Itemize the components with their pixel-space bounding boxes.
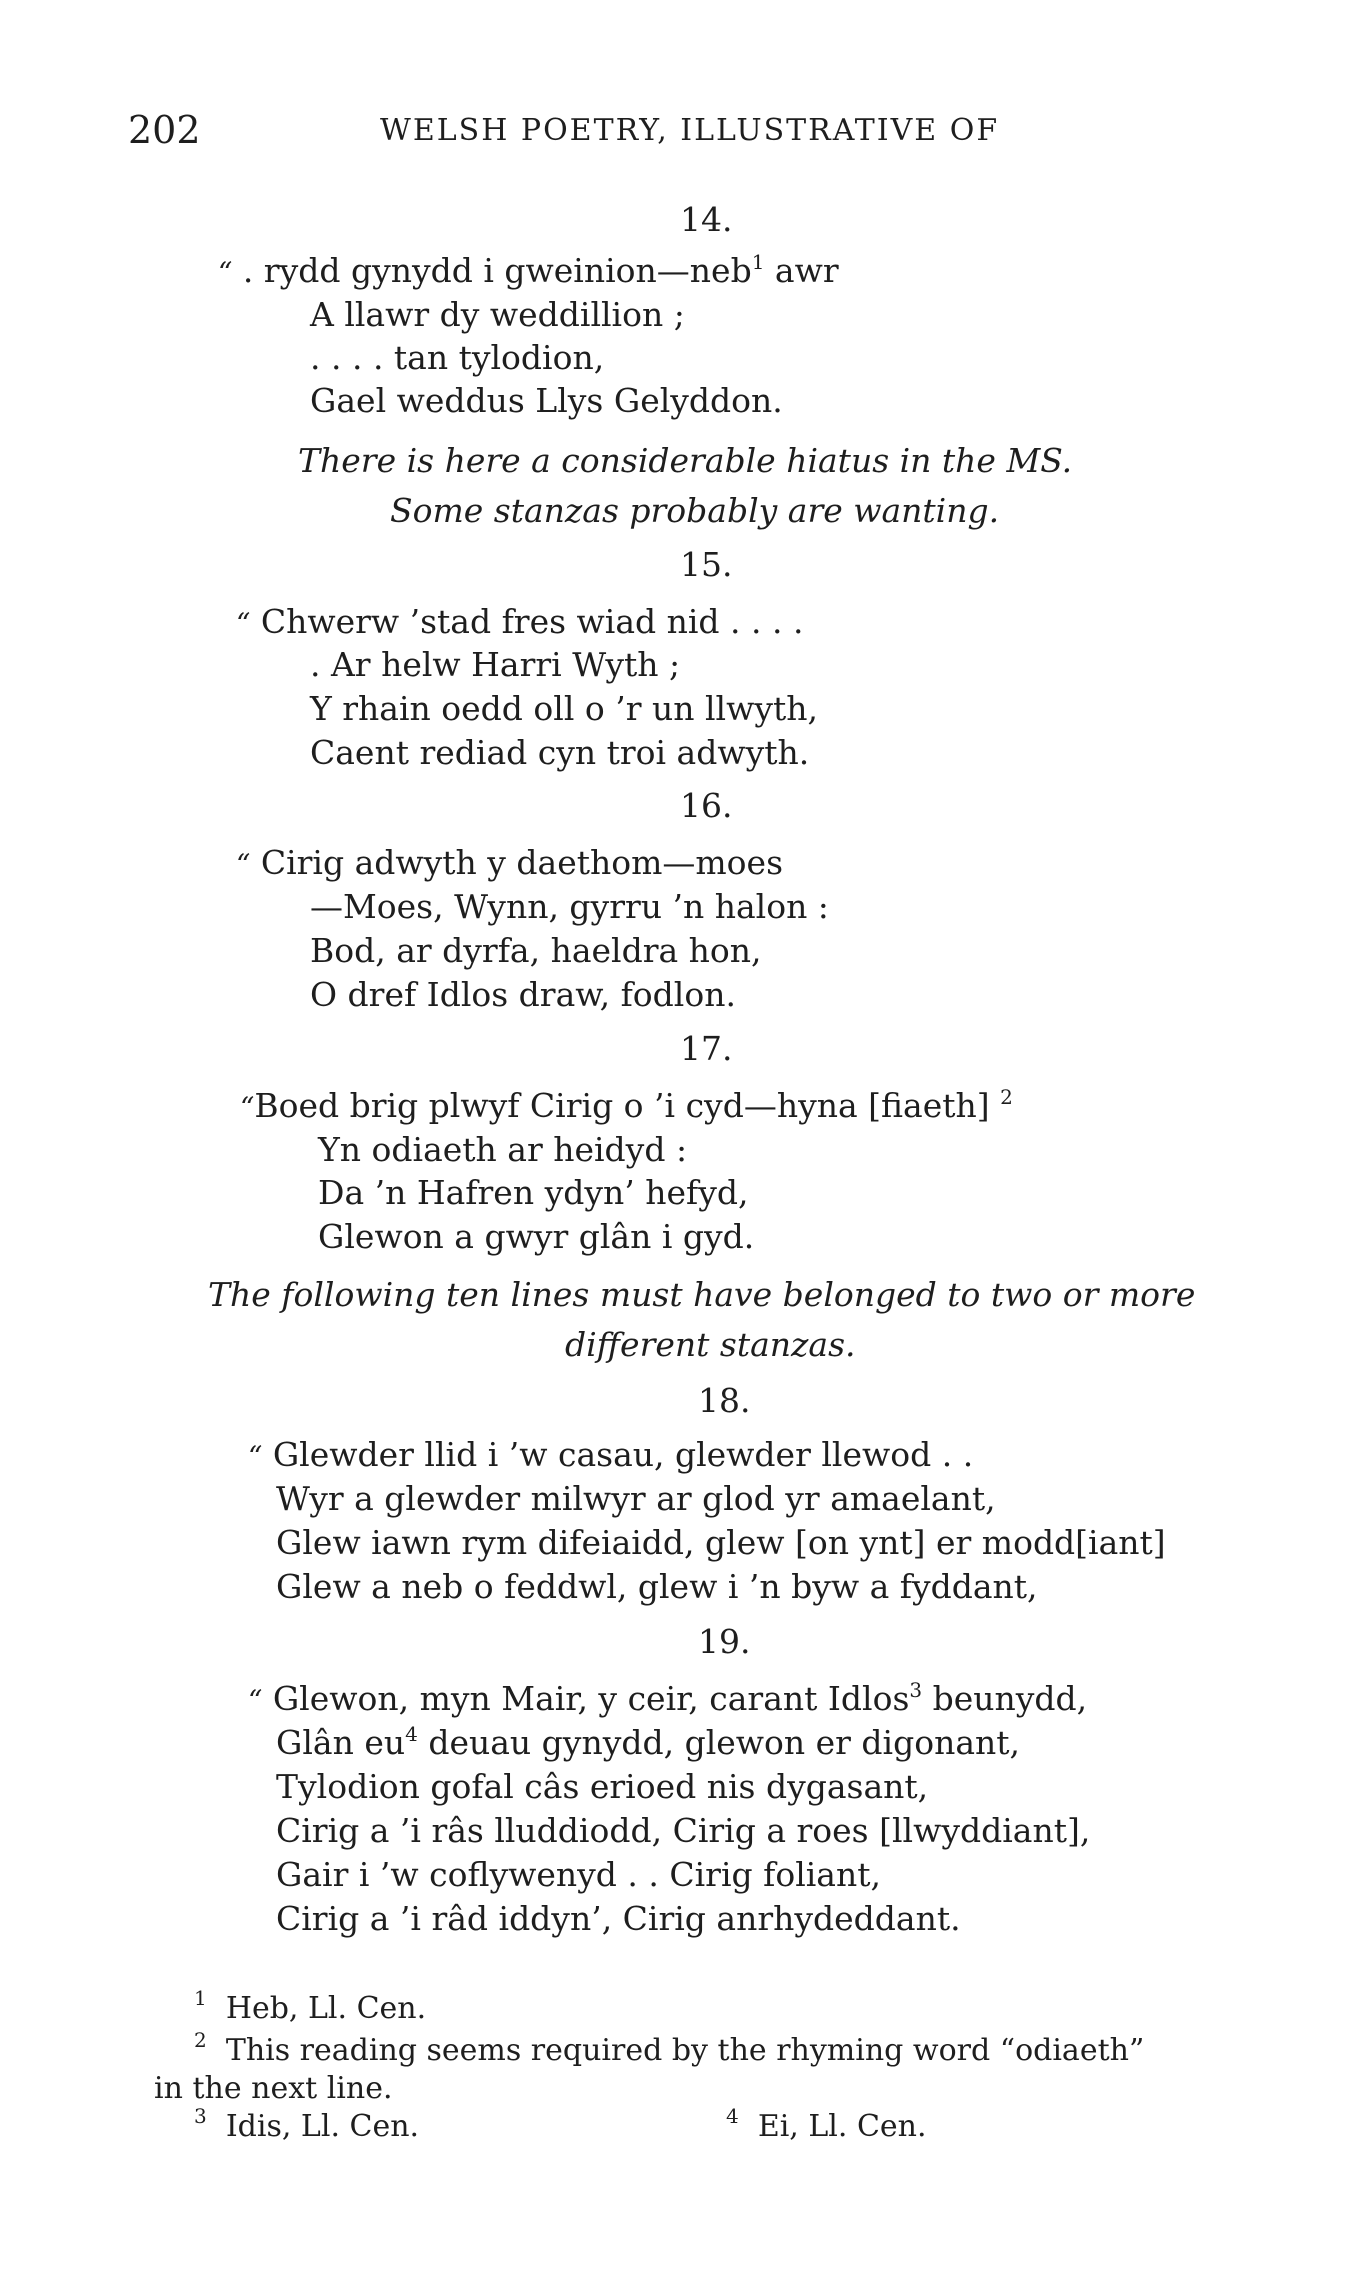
verse-line bbox=[236, 602, 804, 641]
verse-line: Yn odiaeth ar heidyd : bbox=[318, 1130, 688, 1169]
footnote-marker: 4 bbox=[405, 1722, 418, 1746]
open-quote: “ bbox=[218, 256, 233, 289]
verse-line bbox=[240, 1085, 1013, 1125]
open-quote: “ bbox=[248, 1440, 263, 1473]
stanza-number-15: 15. bbox=[680, 545, 733, 584]
footnote-3 bbox=[194, 2104, 420, 2144]
footnote-text: Idis, Ll. Cen. bbox=[225, 2109, 420, 2144]
verse-line: O dref Idlos draw, fodlon. bbox=[310, 975, 736, 1014]
footnote-mark: 4 bbox=[726, 2104, 739, 2128]
open-quote: “ bbox=[236, 848, 251, 881]
verse-line: —Moes, Wynn, gyrru ’n halon : bbox=[310, 887, 829, 926]
verse-text: deuau gynydd, glewon er digonant, bbox=[417, 1723, 1021, 1762]
verse-line: Gael weddus Llys Gelyddon. bbox=[310, 381, 783, 420]
stanza-number-19: 19. bbox=[698, 1622, 751, 1661]
open-quote: “ bbox=[248, 1684, 263, 1717]
verse-text: Glewder llid i ’w casau, glewder llewod . . bbox=[262, 1435, 974, 1474]
running-title: WELSH POETRY, ILLUSTRATIVE OF bbox=[380, 113, 1000, 148]
verse-line bbox=[248, 1678, 1088, 1718]
stanza-number-17: 17. bbox=[680, 1029, 733, 1068]
footnote-marker: 3 bbox=[909, 1678, 923, 1702]
verse-line: Y rhain oedd oll o ’r un llwyth, bbox=[310, 689, 818, 728]
verse-line bbox=[248, 1435, 974, 1474]
footnote-marker: 2 bbox=[1000, 1085, 1013, 1109]
footnote-mark: 3 bbox=[194, 2104, 207, 2128]
verse-line: Cirig a ’i râd iddyn’, Cirig anrhydeddant. bbox=[276, 1899, 961, 1938]
footnote-1 bbox=[194, 1986, 427, 2026]
footnote-text: This reading seems required by the rhyming word “odiaeth” bbox=[225, 2033, 1145, 2068]
verse-text: Glewon, myn Mair, y ceir, carant Idlos bbox=[262, 1679, 910, 1718]
verse-text: Glân eu bbox=[276, 1723, 406, 1762]
verse-line: Glew a neb o feddwl, glew i ’n byw a fyddant, bbox=[276, 1567, 1038, 1606]
verse-text: beunydd, bbox=[922, 1679, 1088, 1718]
verse-line: Da ’n Hafren ydyn’ hefyd, bbox=[318, 1173, 749, 1212]
footnote-text: Heb, Ll. Cen. bbox=[225, 1991, 427, 2026]
footnote-text: Ei, Ll. Cen. bbox=[757, 2109, 927, 2144]
stanza-number-14: 14. bbox=[680, 200, 733, 239]
verse-line: Glew iawn rym difeiaidd, glew [on ynt] er modd[iant] bbox=[276, 1523, 1166, 1562]
verse-line: Gair i ’w coflywenyd . . Cirig foliant, bbox=[276, 1855, 881, 1894]
verse-text: Cirig adwyth y daethom—moes bbox=[250, 843, 784, 882]
verse-line: Cirig a ’i râs lluddiodd, Cirig a roes [llwyddiant], bbox=[276, 1811, 1091, 1850]
verse-line: Bod, ar dyrfa, haeldra hon, bbox=[310, 931, 762, 970]
verse-line: A llawr dy weddillion ; bbox=[310, 295, 685, 334]
verse-line bbox=[276, 1722, 1021, 1762]
footnote-mark: 2 bbox=[194, 2028, 207, 2052]
open-quote: “ bbox=[240, 1091, 255, 1124]
verse-line: Wyr a glewder milwyr ar glod yr amaelant, bbox=[276, 1479, 996, 1518]
verse-line: . . . . tan tylodion, bbox=[310, 338, 605, 377]
verse-line bbox=[236, 843, 784, 882]
editorial-note: There is here a considerable hiatus in the MS. bbox=[298, 441, 1073, 480]
editorial-note: Some stanzas probably are wanting. bbox=[390, 491, 1000, 530]
stanza-number-18: 18. bbox=[698, 1381, 751, 1420]
verse-line: Caent rediad cyn troi adwyth. bbox=[310, 733, 810, 772]
verse-line: . Ar helw Harri Wyth ; bbox=[310, 645, 681, 684]
editorial-note: The following ten lines must have belonged to two or more bbox=[208, 1275, 1196, 1314]
footnote-marker: 1 bbox=[751, 250, 765, 274]
verse-text: Boed brig plwyf Cirig o ’i cyd—hyna [fiaeth] bbox=[254, 1086, 990, 1125]
footnote-2-continuation: in the next line. bbox=[154, 2071, 393, 2106]
footnote-mark: 1 bbox=[194, 1986, 207, 2010]
stanza-number-16: 16. bbox=[680, 786, 733, 825]
verse-text: awr bbox=[764, 251, 839, 290]
verse-text: Chwerw ’stad fres wiad nid . . . . bbox=[250, 602, 804, 641]
verse-line: Tylodion gofal câs erioed nis dygasant, bbox=[276, 1767, 929, 1806]
footnote-2 bbox=[194, 2028, 1145, 2068]
footnote-4 bbox=[726, 2104, 927, 2144]
open-quote: “ bbox=[236, 607, 251, 640]
verse-line bbox=[218, 250, 839, 290]
editorial-note: different stanzas. bbox=[565, 1325, 856, 1364]
verse-text: . rydd gynydd i gweinion—neb bbox=[242, 251, 752, 290]
verse-line: Glewon a gwyr glân i gyd. bbox=[318, 1217, 755, 1256]
page-number: 202 bbox=[128, 108, 201, 152]
